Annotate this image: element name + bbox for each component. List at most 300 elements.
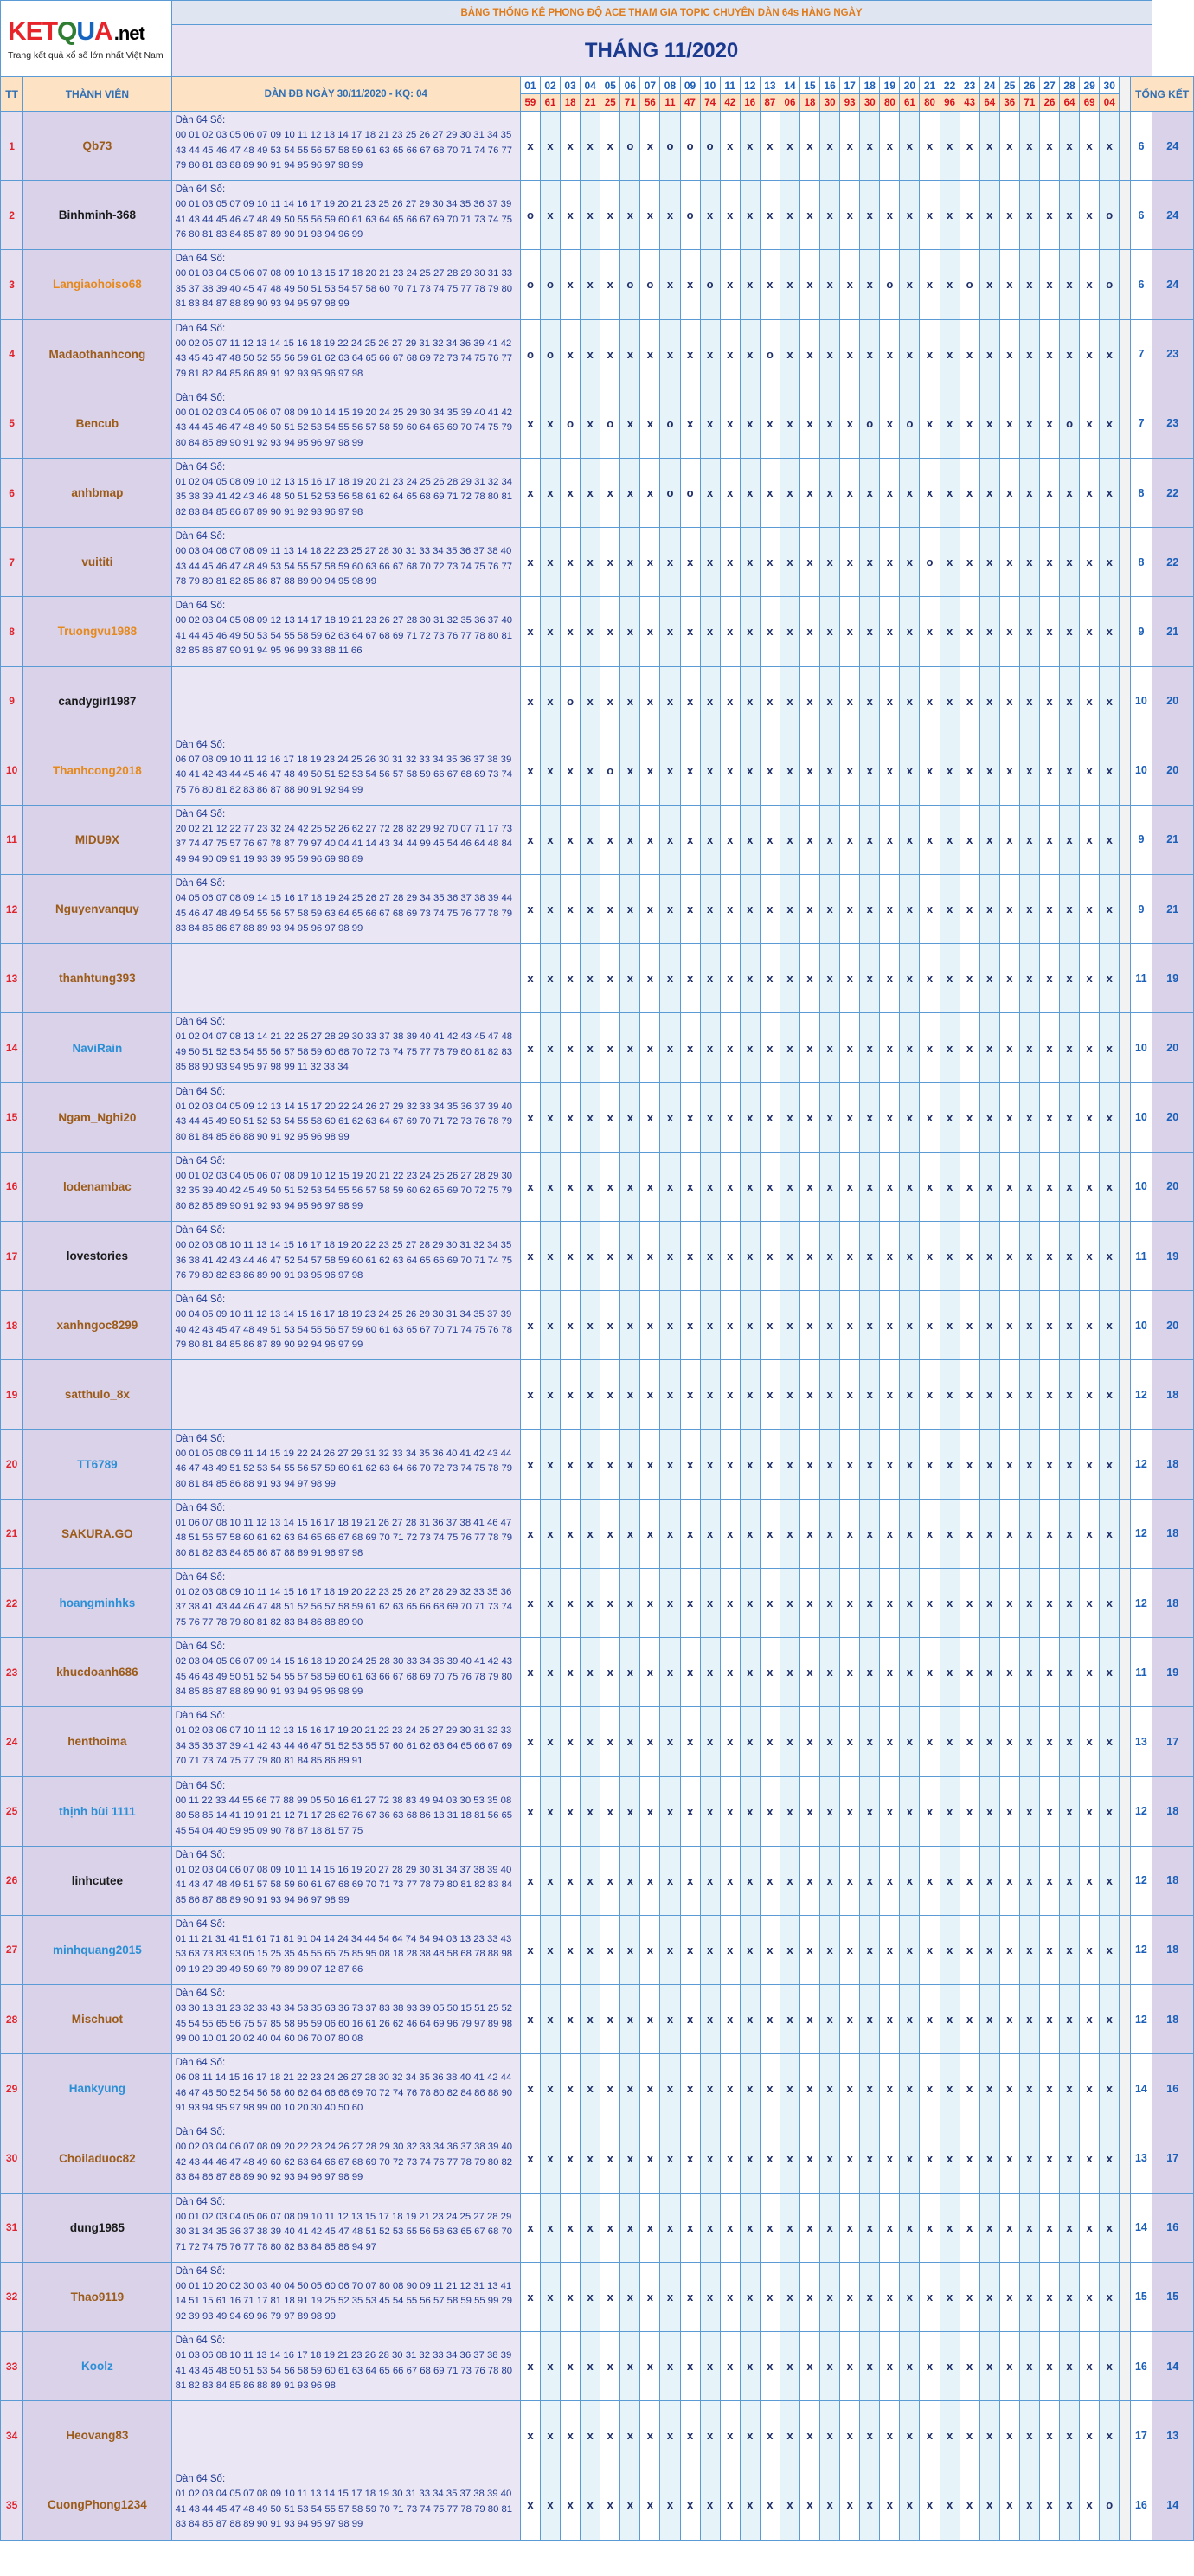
- day-mark: x: [799, 1915, 819, 1984]
- day-mark: x: [660, 1638, 680, 1707]
- day-mark: x: [600, 2123, 620, 2193]
- member-name-link[interactable]: henthoima: [23, 1707, 171, 1776]
- day-mark: x: [1060, 1568, 1080, 1637]
- day-mark: x: [640, 1152, 660, 1221]
- member-name-link[interactable]: thịnh bùi 1111: [23, 1776, 171, 1846]
- day-mark: x: [581, 2332, 600, 2401]
- day-mark: x: [820, 666, 840, 736]
- day-mark: x: [1019, 2470, 1039, 2540]
- spacer-cell: [1120, 2262, 1131, 2331]
- day-mark: x: [900, 736, 920, 805]
- result-header: 16: [740, 94, 760, 112]
- day-mark: x: [960, 736, 979, 805]
- day-mark: x: [600, 2054, 620, 2123]
- day-mark: x: [999, 1568, 1019, 1637]
- member-row: [1, 2332, 1194, 2401]
- day-mark: x: [940, 458, 960, 527]
- member-name-link[interactable]: satthulo_8x: [23, 1360, 171, 1429]
- day-mark: x: [979, 1429, 999, 1499]
- day-mark: x: [540, 458, 560, 527]
- day-mark: x: [600, 1291, 620, 1360]
- member-name-link[interactable]: thanhtung393: [23, 944, 171, 1013]
- member-name-link[interactable]: lovestories: [23, 1222, 171, 1291]
- day-mark: x: [840, 2054, 860, 2123]
- day-mark: x: [880, 1499, 900, 1568]
- day-mark: x: [540, 2470, 560, 2540]
- hit-count: 12: [1131, 1915, 1152, 1984]
- member-name-link[interactable]: Choiladuoc82: [23, 2123, 171, 2193]
- day-mark: x: [880, 736, 900, 805]
- day-mark: x: [999, 181, 1019, 250]
- day-mark: x: [620, 944, 640, 1013]
- day-mark: x: [960, 1222, 979, 1291]
- day-mark: x: [680, 2332, 700, 2401]
- day-mark: x: [780, 875, 799, 944]
- hit-count: 12: [1131, 1429, 1152, 1499]
- day-mark: x: [860, 597, 880, 666]
- member-name-link[interactable]: xanhngoc8299: [23, 1291, 171, 1360]
- day-mark: x: [561, 181, 581, 250]
- day-mark: x: [540, 1082, 560, 1152]
- day-mark: x: [999, 528, 1019, 597]
- dan-label: Dàn 64 Số:: [175, 1017, 226, 1028]
- member-row: [1, 1082, 1194, 1152]
- dan-cell: [171, 1568, 520, 1637]
- day-header: 23: [960, 77, 979, 94]
- day-mark: x: [880, 805, 900, 874]
- dan-numbers: 01 02 03 06 07 10 11 12 13 15 16 17 19 20 21 22 23 24 25 27 29 30 31 32 33 34 35 36 37 39 41 42 43 44 46 47 51 52 53 55 57 60 61 62 63 64 65 66 67 69 70 71 73 74 75 77 79 80 81 84 85 86 89 91: [175, 1725, 513, 1767]
- dan-label: Dàn 64 Số:: [175, 1918, 226, 1930]
- dan-label: Dàn 64 Số:: [175, 601, 226, 612]
- day-mark: x: [680, 666, 700, 736]
- row-number: 23: [1, 1638, 23, 1707]
- day-mark: x: [581, 112, 600, 181]
- spacer-cell: [1120, 1291, 1131, 1360]
- day-mark: x: [740, 736, 760, 805]
- day-mark: x: [840, 112, 860, 181]
- dan-cell: [171, 1846, 520, 1915]
- hit-count: 11: [1131, 1222, 1152, 1291]
- day-mark: x: [799, 1638, 819, 1707]
- day-mark: x: [640, 2123, 660, 2193]
- day-mark: x: [1060, 181, 1080, 250]
- member-name-link[interactable]: Hankyung: [23, 2054, 171, 2123]
- day-mark: x: [920, 1707, 940, 1776]
- dan-numbers: 04 05 06 07 08 09 14 15 16 17 18 19 24 25 26 27 28 29 34 35 36 37 38 39 44 45 46 47 48 49 54 55 56 57 58 59 63 64 65 66 67 68 69 73 74 75 76 77 78 79 83 84 85 86 87 88 89 93 94 95 96 97 98 99: [175, 893, 513, 935]
- day-mark: x: [1039, 805, 1059, 874]
- dan-cell: [171, 1013, 520, 1082]
- day-mark: x: [940, 1013, 960, 1082]
- day-mark: x: [999, 2123, 1019, 2193]
- member-name-link[interactable]: dung1985: [23, 2193, 171, 2262]
- member-name-link[interactable]: Truongvu1988: [23, 597, 171, 666]
- member-row: [1, 528, 1194, 597]
- member-row: [1, 1360, 1194, 1429]
- day-mark: x: [760, 250, 780, 319]
- hit-count: 12: [1131, 1985, 1152, 2054]
- day-mark: x: [520, 458, 540, 527]
- day-mark: x: [920, 2123, 940, 2193]
- day-mark: x: [680, 1291, 700, 1360]
- day-mark: x: [660, 2054, 680, 2123]
- day-mark: x: [999, 805, 1019, 874]
- day-mark: x: [680, 1915, 700, 1984]
- day-mark: x: [561, 2193, 581, 2262]
- day-mark: x: [840, 1429, 860, 1499]
- day-mark: x: [999, 389, 1019, 458]
- day-mark: x: [600, 1776, 620, 1846]
- hit-count: 10: [1131, 666, 1152, 736]
- day-mark: x: [1080, 1568, 1100, 1637]
- row-number: 32: [1, 2262, 23, 2331]
- report-banner: BẢNG THỐNG KÊ PHONG ĐỘ ACE THAM GIA TOPIC CHUYÊN DÀN 64s HÀNG NGÀY: [171, 1, 1152, 25]
- member-row: [1, 805, 1194, 874]
- day-mark: x: [780, 1846, 799, 1915]
- day-mark: x: [840, 944, 860, 1013]
- member-name-link[interactable]: khucdoanh686: [23, 1638, 171, 1707]
- day-mark: x: [1100, 2401, 1120, 2470]
- day-mark: x: [561, 458, 581, 527]
- day-header: 26: [1019, 77, 1039, 94]
- day-mark: x: [860, 1985, 880, 2054]
- member-name-link[interactable]: Bencub: [23, 389, 171, 458]
- day-mark: x: [720, 2470, 740, 2540]
- day-mark: x: [999, 1846, 1019, 1915]
- dan-cell: [171, 875, 520, 944]
- day-mark: x: [1060, 2401, 1080, 2470]
- day-mark: x: [740, 1499, 760, 1568]
- spacer-cell: [1120, 458, 1131, 527]
- day-mark: x: [581, 1222, 600, 1291]
- day-mark: x: [1080, 2262, 1100, 2331]
- day-mark: x: [760, 2470, 780, 2540]
- day-header: 11: [720, 77, 740, 94]
- day-mark: x: [1019, 319, 1039, 389]
- dan-label: Dàn 64 Số:: [175, 115, 226, 125]
- total-count: 17: [1152, 2123, 1193, 2193]
- dan-cell: [171, 2262, 520, 2331]
- hit-count: 12: [1131, 1846, 1152, 1915]
- total-count: 16: [1152, 2054, 1193, 2123]
- day-mark: x: [700, 736, 720, 805]
- day-mark: x: [520, 1707, 540, 1776]
- day-mark: x: [999, 1082, 1019, 1152]
- dan-label: Dàn 64 Số:: [175, 1711, 226, 1722]
- day-header: 13: [760, 77, 780, 94]
- day-mark: x: [600, 805, 620, 874]
- dan-numbers: 00 01 02 03 04 05 06 07 08 09 10 14 15 19 20 24 25 29 30 34 35 39 40 41 42 43 44 45 46 47 48 49 50 51 52 53 54 55 56 57 58 59 60 64 65 69 70 74 75 79 80 84 85 89 90 91 92 93 94 95 96 97 98 99: [175, 407, 513, 448]
- dan-label: Dàn 64 Số:: [175, 1641, 226, 1653]
- day-mark: x: [1080, 597, 1100, 666]
- day-mark: x: [760, 944, 780, 1013]
- hit-count: 13: [1131, 2123, 1152, 2193]
- member-name-link[interactable]: hoangminhks: [23, 1568, 171, 1637]
- day-mark: x: [620, 1776, 640, 1846]
- day-mark: x: [840, 1291, 860, 1360]
- day-mark: x: [740, 1638, 760, 1707]
- day-mark: x: [1100, 875, 1120, 944]
- day-mark: x: [940, 181, 960, 250]
- day-mark: x: [1019, 2123, 1039, 2193]
- day-mark: x: [720, 528, 740, 597]
- day-mark: x: [1100, 1776, 1120, 1846]
- total-count: 14: [1152, 2332, 1193, 2401]
- day-mark: x: [880, 2332, 900, 2401]
- member-name-link[interactable]: anhbmap: [23, 458, 171, 527]
- day-mark: x: [1039, 1291, 1059, 1360]
- day-mark: x: [900, 1291, 920, 1360]
- day-mark: x: [1039, 1429, 1059, 1499]
- row-number: 17: [1, 1222, 23, 1291]
- member-name-link[interactable]: TT6789: [23, 1429, 171, 1499]
- day-mark: x: [1039, 181, 1059, 250]
- day-mark: x: [880, 112, 900, 181]
- day-mark: x: [680, 2193, 700, 2262]
- day-mark: x: [680, 597, 700, 666]
- day-header: 03: [561, 77, 581, 94]
- day-mark: x: [1080, 1429, 1100, 1499]
- member-name-link[interactable]: CuongPhong1234: [23, 2470, 171, 2540]
- day-mark: x: [780, 1638, 799, 1707]
- member-name-link[interactable]: candygirl1987: [23, 666, 171, 736]
- day-mark: x: [620, 666, 640, 736]
- day-mark: x: [740, 2332, 760, 2401]
- day-mark: x: [780, 1082, 799, 1152]
- day-mark: x: [760, 1499, 780, 1568]
- member-row: [1, 1291, 1194, 1360]
- spacer-cell: [1120, 2332, 1131, 2401]
- day-mark: x: [561, 250, 581, 319]
- day-mark: x: [640, 1776, 660, 1846]
- day-mark: x: [581, 1985, 600, 2054]
- day-mark: x: [860, 1152, 880, 1221]
- row-number: 35: [1, 2470, 23, 2540]
- day-mark: x: [979, 2401, 999, 2470]
- row-number: 33: [1, 2332, 23, 2401]
- day-mark: x: [860, 1638, 880, 1707]
- day-mark: x: [540, 2193, 560, 2262]
- day-mark: x: [979, 666, 999, 736]
- total-count: 22: [1152, 528, 1193, 597]
- day-mark: x: [700, 181, 720, 250]
- day-mark: x: [600, 2262, 620, 2331]
- hit-count: 12: [1131, 1568, 1152, 1637]
- day-mark: x: [581, 597, 600, 666]
- day-mark: x: [620, 736, 640, 805]
- day-mark: x: [880, 2193, 900, 2262]
- day-mark: x: [780, 1222, 799, 1291]
- member-name-link[interactable]: Madaothanhcong: [23, 319, 171, 389]
- day-mark: x: [1019, 1082, 1039, 1152]
- logo[interactable]: [1, 1, 172, 77]
- day-mark: x: [799, 944, 819, 1013]
- day-mark: x: [880, 1985, 900, 2054]
- member-name-link[interactable]: Heovang83: [23, 2401, 171, 2470]
- day-mark: x: [799, 389, 819, 458]
- day-mark: x: [561, 1222, 581, 1291]
- day-mark: x: [700, 1291, 720, 1360]
- day-mark: x: [979, 528, 999, 597]
- dan-cell: [171, 944, 520, 1013]
- day-mark: x: [820, 528, 840, 597]
- day-mark: x: [1080, 389, 1100, 458]
- member-name-link[interactable]: NaviRain: [23, 1013, 171, 1082]
- member-name-link[interactable]: linhcutee: [23, 1846, 171, 1915]
- dan-label: Dàn 64 Số:: [175, 531, 226, 543]
- total-count: 21: [1152, 805, 1193, 874]
- dan-label: Dàn 64 Số:: [175, 739, 226, 750]
- day-mark: x: [540, 528, 560, 597]
- total-count: 18: [1152, 1985, 1193, 2054]
- day-mark: x: [860, 2332, 880, 2401]
- day-mark: x: [999, 1638, 1019, 1707]
- day-mark: x: [740, 1152, 760, 1221]
- row-number: 6: [1, 458, 23, 527]
- day-header: 25: [999, 77, 1019, 94]
- hit-count: 6: [1131, 250, 1152, 319]
- day-mark: x: [720, 1638, 740, 1707]
- day-mark: x: [960, 1985, 979, 2054]
- dan-label: Dàn 64 Số:: [175, 1225, 226, 1236]
- dan-numbers: 01 02 03 08 09 10 11 14 15 16 17 18 19 20 22 23 25 26 27 28 29 32 33 35 36 37 38 41 43 44 46 47 48 51 52 56 57 58 59 61 62 63 65 66 68 69 70 71 73 74 75 76 77 78 79 80 81 82 83 84 86 88 89 90: [175, 1586, 513, 1628]
- member-name-link[interactable]: vuititi: [23, 528, 171, 597]
- day-mark: x: [999, 1360, 1019, 1429]
- day-mark: x: [999, 597, 1019, 666]
- day-mark: x: [860, 2054, 880, 2123]
- member-name-link[interactable]: Nguyenvanquy: [23, 875, 171, 944]
- day-mark: x: [799, 181, 819, 250]
- day-mark: x: [520, 1082, 540, 1152]
- day-mark: x: [1100, 666, 1120, 736]
- day-mark: x: [960, 2470, 979, 2540]
- day-mark: x: [600, 1152, 620, 1221]
- day-mark: x: [960, 2401, 979, 2470]
- total-count: 20: [1152, 1082, 1193, 1152]
- day-mark: x: [979, 2054, 999, 2123]
- member-name-link[interactable]: Koolz: [23, 2332, 171, 2401]
- day-mark: x: [520, 1846, 540, 1915]
- day-mark: x: [1019, 112, 1039, 181]
- day-mark: x: [600, 112, 620, 181]
- day-mark: x: [540, 1291, 560, 1360]
- day-mark: x: [520, 875, 540, 944]
- day-mark: x: [960, 1499, 979, 1568]
- member-name-link[interactable]: Thao9119: [23, 2262, 171, 2331]
- day-mark: x: [620, 528, 640, 597]
- spacer-cell: [1120, 1499, 1131, 1568]
- member-name-link[interactable]: Mischuot: [23, 1985, 171, 2054]
- day-mark: x: [581, 250, 600, 319]
- day-mark: x: [700, 1499, 720, 1568]
- day-mark: x: [540, 2401, 560, 2470]
- day-mark: x: [979, 1291, 999, 1360]
- member-name-link[interactable]: Thanhcong2018: [23, 736, 171, 805]
- day-mark: x: [540, 1638, 560, 1707]
- member-name-link[interactable]: Ngam_Nghi20: [23, 1082, 171, 1152]
- day-mark: x: [840, 2401, 860, 2470]
- hit-count: 6: [1131, 112, 1152, 181]
- day-mark: x: [860, 944, 880, 1013]
- member-name-link[interactable]: MIDU9X: [23, 805, 171, 874]
- day-mark: x: [660, 1013, 680, 1082]
- day-mark: x: [760, 2332, 780, 2401]
- day-mark: x: [1019, 2054, 1039, 2123]
- day-mark: x: [860, 1082, 880, 1152]
- day-mark: x: [600, 458, 620, 527]
- member-name-link[interactable]: minhquang2015: [23, 1915, 171, 1984]
- day-mark: x: [999, 666, 1019, 736]
- row-number: 4: [1, 319, 23, 389]
- day-mark: x: [1080, 2123, 1100, 2193]
- day-mark: x: [720, 1013, 740, 1082]
- day-mark: x: [960, 1082, 979, 1152]
- dan-label: Dàn 64 Số:: [175, 2196, 226, 2207]
- day-mark: x: [660, 1846, 680, 1915]
- day-mark: x: [581, 181, 600, 250]
- day-mark: x: [740, 1291, 760, 1360]
- hit-count: 8: [1131, 458, 1152, 527]
- dan-cell: [171, 666, 520, 736]
- member-name-link[interactable]: SAKURA.GO: [23, 1499, 171, 1568]
- day-mark: x: [660, 1429, 680, 1499]
- day-mark: x: [1060, 736, 1080, 805]
- day-mark: x: [760, 2401, 780, 2470]
- dan-numbers: 01 02 03 04 06 07 08 09 10 11 14 15 16 19 20 27 28 29 30 31 34 37 38 39 40 41 43 47 48 49 51 57 58 59 60 61 67 68 69 70 71 73 77 78 79 80 81 82 83 84 85 86 87 88 89 90 91 93 94 96 97 98 99: [175, 1864, 513, 1905]
- day-mark: x: [561, 1429, 581, 1499]
- member-name-link[interactable]: Langiaohoiso68: [23, 250, 171, 319]
- dan-numbers: 06 08 11 14 15 16 17 18 21 22 23 24 26 27 28 30 32 34 35 36 38 40 41 42 44 46 47 48 50 52 54 56 58 60 62 64 66 68 69 70 72 74 76 78 80 82 84 86 88 90 91 93 94 95 97 98 99 00 10 20 30 40 50 60: [175, 2072, 513, 2114]
- day-mark: x: [660, 597, 680, 666]
- day-mark: x: [1039, 528, 1059, 597]
- member-row: [1, 250, 1194, 319]
- dan-label: Dàn 64 Số:: [175, 1155, 226, 1166]
- day-mark: x: [1039, 1568, 1059, 1637]
- day-mark: x: [620, 1985, 640, 2054]
- result-header: 47: [680, 94, 700, 112]
- day-mark: x: [860, 1429, 880, 1499]
- result-header: 30: [820, 94, 840, 112]
- member-name-link[interactable]: Qb73: [23, 112, 171, 181]
- day-mark: x: [1060, 1846, 1080, 1915]
- day-mark: x: [1100, 1013, 1120, 1082]
- result-header: 61: [540, 94, 560, 112]
- member-name-link[interactable]: lodenambac: [23, 1152, 171, 1221]
- day-mark: x: [620, 597, 640, 666]
- result-header: 43: [960, 94, 979, 112]
- day-mark: x: [581, 1360, 600, 1429]
- day-mark: x: [920, 389, 940, 458]
- hit-count: 11: [1131, 944, 1152, 1013]
- day-mark: x: [581, 2123, 600, 2193]
- total-count: 19: [1152, 1222, 1193, 1291]
- day-mark: x: [700, 2123, 720, 2193]
- day-mark: x: [1100, 2193, 1120, 2262]
- member-name-link[interactable]: Binhminh-368: [23, 181, 171, 250]
- day-mark: x: [960, 1152, 979, 1221]
- day-mark: x: [680, 736, 700, 805]
- day-mark: x: [940, 1499, 960, 1568]
- day-mark: x: [520, 1568, 540, 1637]
- day-mark: x: [920, 2054, 940, 2123]
- day-mark: o: [1060, 389, 1080, 458]
- spacer-cell: [1120, 2123, 1131, 2193]
- day-mark: x: [1080, 1985, 1100, 2054]
- day-mark: x: [820, 319, 840, 389]
- day-mark: x: [581, 458, 600, 527]
- day-mark: x: [920, 181, 940, 250]
- day-mark: x: [920, 597, 940, 666]
- day-mark: x: [540, 1360, 560, 1429]
